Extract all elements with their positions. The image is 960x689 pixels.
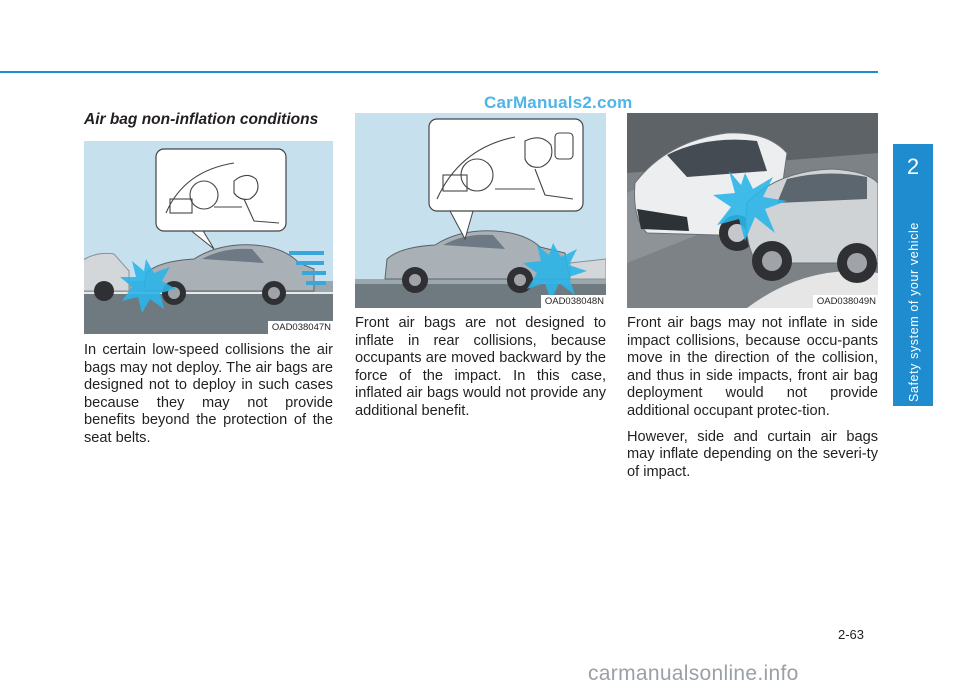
watermark-carmanuals2[interactable]: CarManuals2.com	[484, 93, 633, 112]
paragraph: However, side and curtain air bags may inflate depending on the severi-ty of impact.	[627, 428, 878, 480]
chapter-number: 2	[906, 154, 920, 179]
page-number: 2-63	[838, 627, 865, 642]
figure-low-speed-collision	[84, 141, 333, 334]
figure-side-collision	[627, 113, 878, 308]
column-3-text	[627, 315, 878, 489]
column-1-text	[84, 342, 333, 456]
figure-code: OAD038047N	[268, 321, 333, 334]
chapter-title: Safety system of your vehicle	[907, 222, 921, 402]
watermark-carmanualsonline[interactable]: carmanualsonline.info	[588, 662, 799, 685]
figure-code: OAD038049N	[813, 295, 878, 308]
low-speed-collision-illustration	[84, 141, 333, 334]
section-title: Air bag non-inflation conditions	[84, 111, 319, 128]
paragraph: Front air bags are not designed to inflate in rear collisions, because occupants are moved backward by the force of the impact. In this case, inflated air bags would not provide any additional benefit.	[355, 315, 606, 419]
figure-code: OAD038048N	[541, 295, 606, 308]
side-collision-illustration	[627, 113, 878, 308]
rear-collision-illustration	[355, 113, 606, 308]
figure-rear-collision	[355, 113, 606, 308]
header-rule	[0, 71, 878, 73]
paragraph: Front air bags may not inflate in side impact collisions, because occu-pants move in the direction of the collision, and thus in side impacts, front air bag deployment would not provide additional occupant protec-tion.	[627, 315, 878, 419]
column-2-text	[355, 315, 606, 429]
paragraph: In certain low-speed collisions the air bags may not deploy. The air bags are designed not to deploy in such cases because they may not provide benefits beyond the protection of the seat belts.	[84, 342, 333, 446]
